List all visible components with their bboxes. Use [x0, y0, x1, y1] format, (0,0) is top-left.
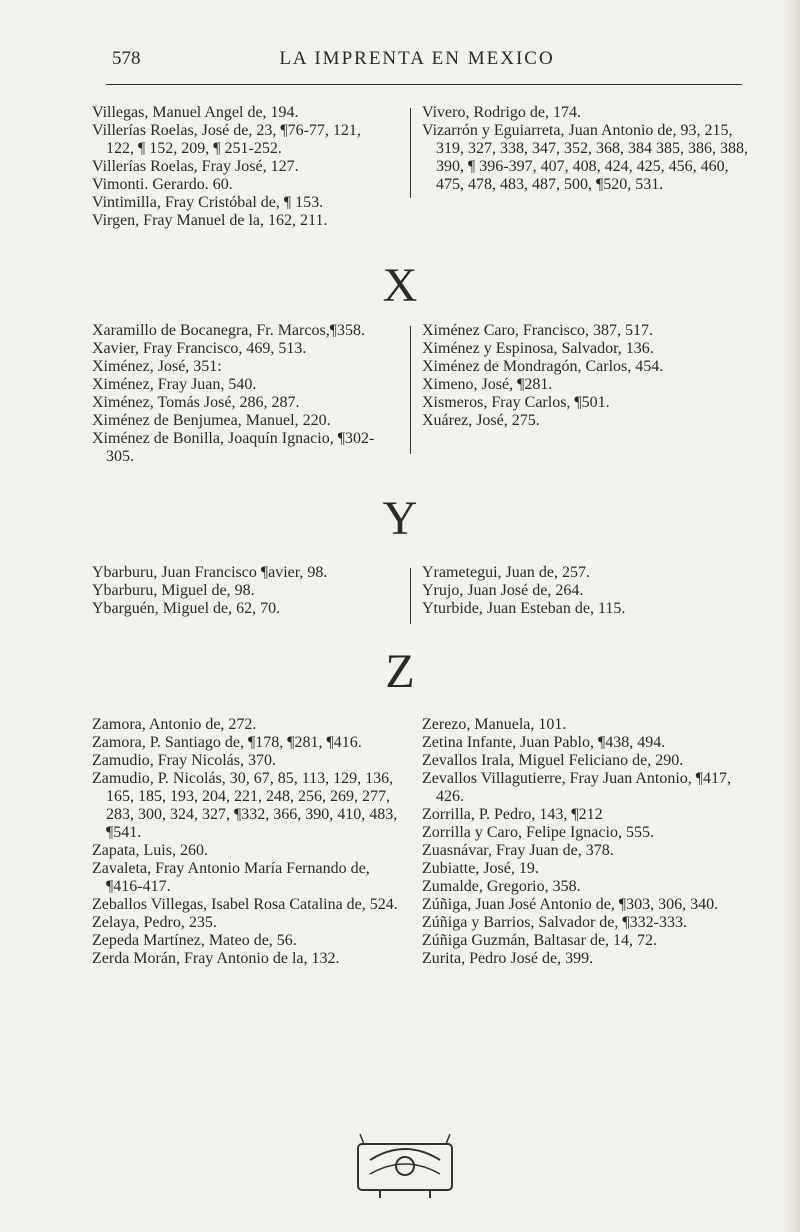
index-entry: Zamora, P. Santiago de, ¶178, ¶281, ¶416. — [92, 734, 362, 751]
section-v — [92, 104, 750, 229]
index-entry: Zamudio, Fray Nicolás, 370. — [92, 752, 276, 769]
index-entry: Villerías Roelas, Fray José, 127. — [92, 158, 299, 175]
section-letter-z: Z — [385, 645, 415, 698]
index-entry: Xuárez, José, 275. — [422, 412, 540, 429]
index-entry: Zúñiga Guzmán, Baltasar de, 14, 72. — [422, 932, 658, 949]
index-entry: Zúñiga, Juan José Antonio de, ¶303, 306, 340. — [422, 896, 719, 913]
index-entry: Ximénez, Fray Juan, 540. — [92, 376, 257, 393]
index-entry: Zúñiga y Barrios, Salvador de, ¶332-333. — [422, 914, 687, 931]
index-entry: Zurita, Pedro José de, 399. — [422, 950, 594, 967]
index-entry: Vimonti. Gerardo. 60. — [92, 176, 233, 193]
index-entry: Ximeno, José, ¶281. — [422, 376, 553, 393]
index-entry: Zeballos Villegas, Isabel Rosa Catalina de, 524. — [92, 896, 398, 913]
index-entry: Ximénez, José, 351: — [92, 358, 222, 375]
section-z — [92, 716, 750, 1116]
index-entry: Yturbide, Juan Esteban de, 115. — [422, 600, 626, 617]
running-header — [92, 48, 742, 88]
index-entry: Villerías Roelas, José de, 23, ¶76-77, 121, 122, ¶ 152, 209, ¶ 251-252. — [92, 122, 361, 157]
printer-device-ornament-icon — [350, 1130, 460, 1200]
column-divider — [410, 568, 411, 624]
section-v-right-column — [422, 104, 752, 194]
index-entry: Zorrilla, P. Pedro, 143, ¶212 — [422, 806, 603, 823]
column-divider — [410, 326, 411, 454]
index-entry: Zamudio, P. Nicolás, 30, 67, 85, 113, 129, 136, 165, 185, 193, 204, 221, 248, 256, 269, 277, 283, 300, 324, 327, ¶332, 366, 390, 410, 483, ¶541. — [92, 770, 398, 841]
index-entry: Zerezo, Manuela, 101. — [422, 716, 567, 733]
index-entry: Zerda Morán, Fray Antonio de la, 132. — [92, 950, 340, 967]
section-z-right-column — [422, 716, 752, 968]
index-entry: Yrujo, Juan José de, 264. — [422, 582, 584, 599]
index-entry: Zepeda Martínez, Mateo de, 56. — [92, 932, 297, 949]
section-y-right-column — [422, 564, 752, 618]
page-edge-shadow — [782, 0, 800, 1232]
section-x — [92, 322, 750, 465]
index-entry: Ximénez de Bonilla, Joaquín Ignacio, ¶302-305. — [92, 430, 375, 465]
index-entry: Ximénez de Benjumea, Manuel, 220. — [92, 412, 331, 429]
index-entry: Xismeros, Fray Carlos, ¶501. — [422, 394, 610, 411]
index-entry: Zumalde, Gregorio, 358. — [422, 878, 581, 895]
section-v-left-column — [92, 104, 392, 230]
index-entry: Ximénez Caro, Francisco, 387, 517. — [422, 322, 654, 339]
index-entry: Zelaya, Pedro, 235. — [92, 914, 217, 931]
index-entry: Zevallos Irala, Miguel Feliciano de, 290. — [422, 752, 684, 769]
page-number: 578 — [112, 48, 141, 69]
index-entry: Ybarburu, Juan Francisco ¶avier, 98. — [92, 564, 328, 581]
section-x-right-column — [422, 322, 752, 430]
index-entry: Zavaleta, Fray Antonio María Fernando de, ¶416-417. — [92, 860, 370, 895]
section-x-left-column — [92, 322, 392, 466]
section-letter-y: Y — [382, 492, 418, 545]
index-entry: Zetina Infante, Juan Pablo, ¶438, 494. — [422, 734, 666, 751]
section-letter-x: X — [382, 259, 418, 312]
index-entry: Virgen, Fray Manuel de la, 162, 211. — [92, 212, 328, 229]
index-entry: Zubiatte, José, 19. — [422, 860, 539, 877]
index-entry: Ybarburu, Miguel de, 98. — [92, 582, 255, 599]
index-entry: Ximénez, Tomás José, 286, 287. — [92, 394, 300, 411]
section-y-left-column — [92, 564, 392, 618]
running-title: LA IMPRENTA EN MEXICO — [279, 48, 555, 69]
index-entry: Ximénez y Espinosa, Salvador, 136. — [422, 340, 654, 357]
index-entry: Zamora, Antonio de, 272. — [92, 716, 257, 733]
index-entry: Zuasnávar, Fray Juan de, 378. — [422, 842, 614, 859]
section-y — [92, 564, 750, 620]
index-entry: Yrametegui, Juan de, 257. — [422, 564, 590, 581]
index-entry: Zorrilla y Caro, Felipe Ignacio, 555. — [422, 824, 654, 841]
index-entry: Vizarrón y Eguiarreta, Juan Antonio de, 93, 215, 319, 327, 338, 347, 352, 368, 384 385, 386, 388, 390, ¶ 396-397, 407, 408, 424, 425, 456, 460, 475, 478, 483, 487, 500, ¶520, 531. — [422, 122, 748, 193]
index-entry: Zevallos Villagutierre, Fray Juan Antonio, ¶417, 426. — [422, 770, 732, 805]
header-rule — [106, 84, 742, 85]
index-entry: Xaramillo de Bocanegra, Fr. Marcos,¶358. — [92, 322, 365, 339]
column-divider — [410, 108, 411, 198]
section-z-left-column — [92, 716, 402, 968]
index-entry: Villegas, Manuel Angel de, 194. — [92, 104, 299, 121]
index-entry: Vintimilla, Fray Cristóbal de, ¶ 153. — [92, 194, 324, 211]
index-entry: Zapata, Luis, 260. — [92, 842, 208, 859]
index-entry: Xavier, Fray Francisco, 469, 513. — [92, 340, 307, 357]
index-entry: Ximénez de Mondragón, Carlos, 454. — [422, 358, 664, 375]
index-entry: Vivero, Rodrigo de, 174. — [422, 104, 582, 121]
index-entry: Ybarguén, Miguel de, 62, 70. — [92, 600, 281, 617]
